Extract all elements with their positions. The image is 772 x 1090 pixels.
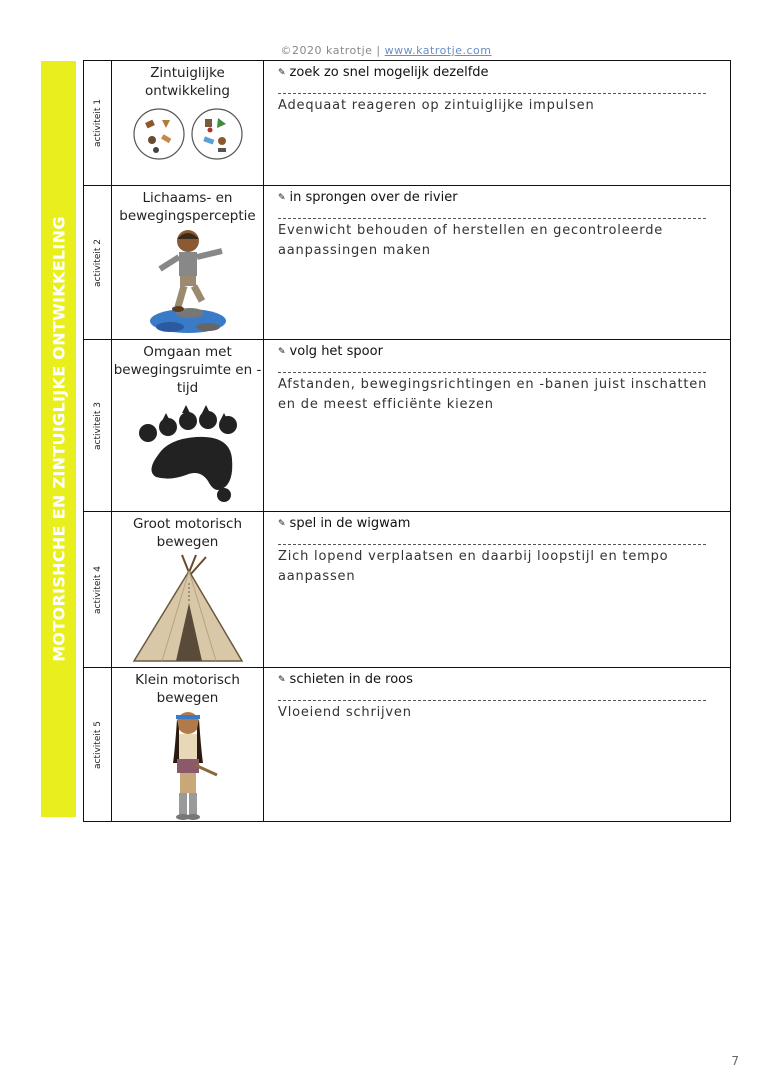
activity-number-cell [84, 512, 112, 668]
task-text: schieten in de roos [289, 672, 413, 687]
goal-text: Afstanden, bewegingsrichtingen en -banen juist inschatten en de meest efficiënte kiezen [278, 377, 708, 412]
domain-title: Groot motorisch bewegen [132, 516, 243, 550]
divider [278, 218, 706, 219]
task-cell [264, 668, 731, 822]
feather-icon: ✎ [278, 68, 286, 78]
task-text: in sprongen over de rivier [289, 190, 458, 205]
activity-number-cell [84, 186, 112, 340]
divider [278, 93, 706, 94]
task-cell [264, 186, 731, 340]
activity-number-cell [84, 61, 112, 186]
domain-cell [112, 340, 264, 512]
copyright-line [0, 44, 772, 57]
boy-jumping-river-icon [148, 227, 228, 339]
footprint-icon [138, 403, 238, 503]
table-row [84, 61, 731, 186]
task-line [278, 342, 712, 362]
goal-text: Adequaat reageren op zintuiglijke impulsen [278, 98, 595, 113]
spot-it-cards-icon [132, 106, 244, 162]
divider [278, 544, 706, 545]
page-number: 7 [731, 1054, 739, 1068]
activity-number: activiteit 2 [92, 238, 103, 287]
activity-table [83, 60, 731, 822]
task-cell [264, 340, 731, 512]
task-line [278, 63, 712, 83]
domain-title: Omgaan met bewegingsruimte en -tijd [113, 344, 262, 396]
wigwam-icon [132, 553, 244, 667]
domain-title: Klein motorisch bewegen [135, 672, 240, 706]
task-line [278, 188, 712, 208]
activity-number: activiteit 5 [92, 720, 103, 769]
task-text: spel in de wigwam [289, 516, 411, 531]
table-row [84, 186, 731, 340]
task-line [278, 670, 712, 690]
table-row [84, 340, 731, 512]
task-text: volg het spoor [289, 344, 383, 359]
native-girl-icon [155, 709, 221, 821]
domain-cell [112, 668, 264, 822]
table-row [84, 668, 731, 822]
sidebar-banner [41, 61, 76, 817]
domain-cell [112, 186, 264, 340]
feather-icon: ✎ [278, 519, 286, 529]
domain-title: Zintuiglijke ontwikkeling [145, 65, 230, 99]
table-row [84, 512, 731, 668]
website-link[interactable]: www.katrotje.com [384, 44, 492, 57]
task-text: zoek zo snel mogelijk dezelfde [289, 65, 489, 80]
goal-text: Zich lopend verplaatsen en daarbij loopstijl en tempo aanpassen [278, 549, 669, 584]
task-cell [264, 61, 731, 186]
feather-icon: ✎ [278, 347, 286, 357]
sidebar-title: MOTORISHCHE EN ZINTUIGLIJKE ONTWIKKELING [49, 216, 68, 662]
task-line [278, 514, 712, 534]
domain-cell [112, 512, 264, 668]
divider [278, 372, 706, 373]
activity-number: activiteit 4 [92, 565, 103, 614]
feather-icon: ✎ [278, 675, 286, 685]
activity-number: activiteit 3 [92, 401, 103, 450]
divider [278, 700, 706, 701]
feather-icon: ✎ [278, 193, 286, 203]
goal-text: Vloeiend schrijven [278, 705, 412, 720]
copyright-text: ©2020 katrotje | [280, 44, 381, 57]
activity-number: activiteit 1 [92, 98, 103, 148]
goal-text: Evenwicht behouden of herstellen en gecontroleerde aanpassingen maken [278, 223, 664, 258]
domain-title: Lichaams- en bewegingsperceptie [119, 190, 256, 224]
activity-number-cell [84, 668, 112, 822]
task-cell [264, 512, 731, 668]
domain-cell [112, 61, 264, 186]
activity-number-cell [84, 340, 112, 512]
